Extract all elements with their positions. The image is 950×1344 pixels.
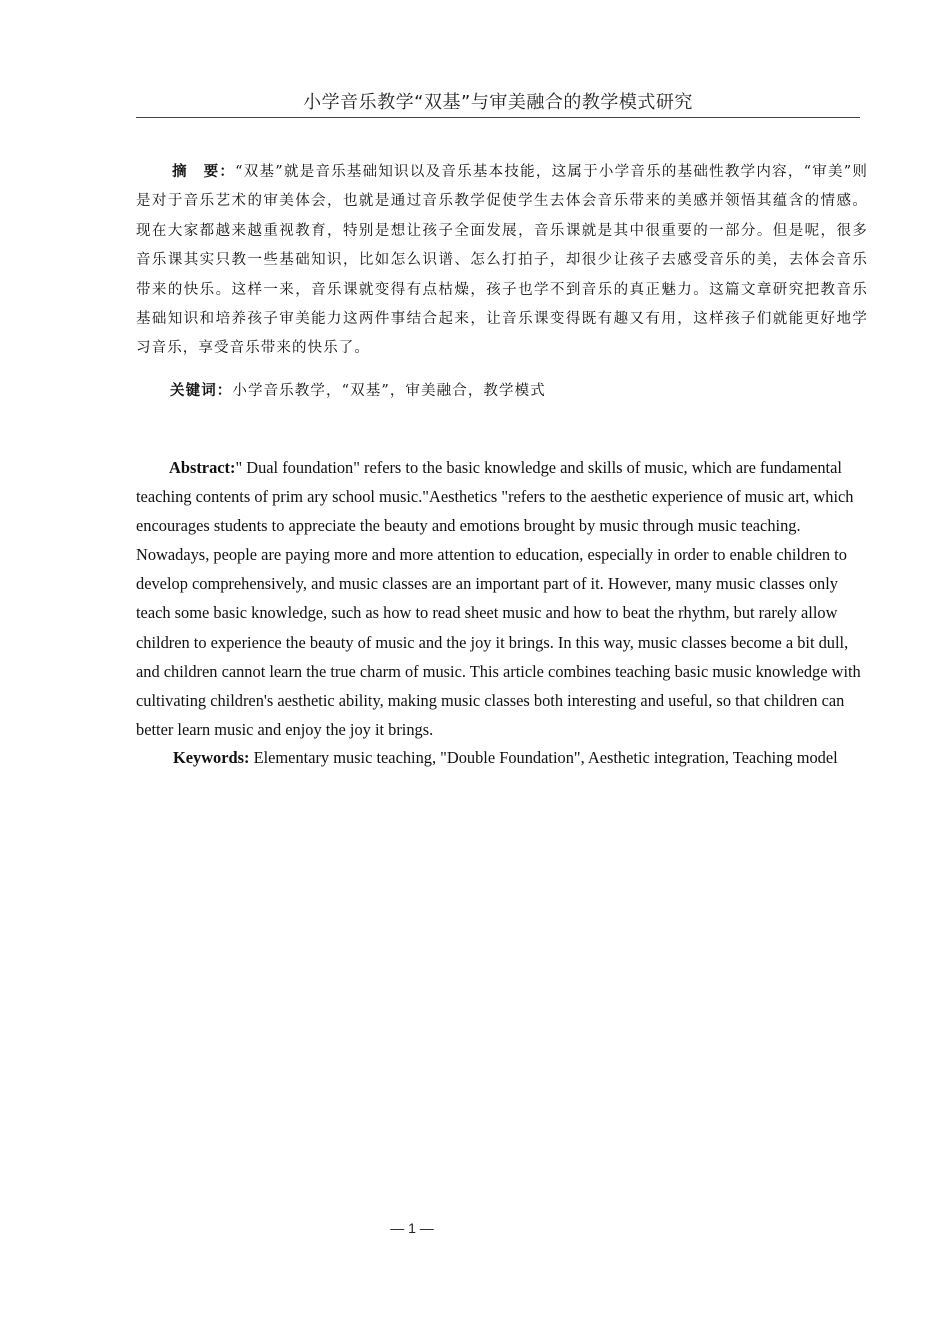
english-keywords-body: Elementary music teaching, "Double Foundation", Aesthetic integration, Teaching model (249, 748, 838, 767)
english-abstract (136, 453, 872, 744)
english-keywords (136, 743, 872, 772)
chinese-abstract (136, 157, 868, 364)
chinese-abstract-label: 摘 要： (172, 163, 236, 180)
chinese-keywords-body: 小学音乐教学，“双基”，审美融合，教学模式 (232, 383, 546, 399)
chinese-abstract-body: “双基”就是音乐基础知识以及音乐基本技能，这属于小学音乐的基础性教学内容，“审美”则是对于音乐艺术的审美体会，也就是通过音乐教学促使学生去体会音乐带来的美感并领悟其蕴含的情感。现在大家都越来越重视教育，特别是想让孩子全面发展，音乐课就是其中很重要的一部分。但是呢，很多音乐课其实只教一些基础知识，比如怎么识谱、怎么打拍子，却很少让孩子去感受音乐的美，去体会音乐带来的快乐。这样一来，音乐课就变得有点枯燥，孩子也学不到音乐的真正魅力。这篇文章研究把教音乐基础知识和培养孩子审美能力这两件事结合起来，让音乐课变得既有趣又有用，这样孩子们就能更好地学习音乐，享受音乐带来的快乐了。 (136, 164, 868, 357)
chinese-keywords-label: 关键词： (170, 382, 233, 399)
english-abstract-body: " Dual foundation" refers to the basic knowledge and skills of music, which are fundamental teaching contents of prim ary school music."Aesthetics "refers to the aesthetic experience of music art, which encourages students to appreciate the beauty and emotions brought by music through music teaching. Nowadays, people are paying more and more attention to education, especially in order to enable children to develop comprehensively, and music classes are an important part of it. However, many music classes only teach some basic knowledge, such as how to read sheet music and how to beat the rhythm, but rarely allow children to experience the beauty of music and the joy it brings. In this way, music classes become a bit dull, and children cannot learn the true charm of music. This article combines teaching basic music knowledge with cultivating children's aesthetic ability, making music classes both interesting and useful, so that children can better learn music and enjoy the joy it brings. (136, 458, 861, 739)
page-number: — 1 — (390, 1220, 434, 1236)
running-header-title: 小学音乐教学“双基”与审美融合的教学模式研究 (303, 92, 693, 113)
header-divider (136, 117, 860, 118)
chinese-keywords (136, 376, 868, 406)
english-abstract-label: Abstract: (169, 458, 236, 477)
english-keywords-label: Keywords: (173, 748, 250, 767)
